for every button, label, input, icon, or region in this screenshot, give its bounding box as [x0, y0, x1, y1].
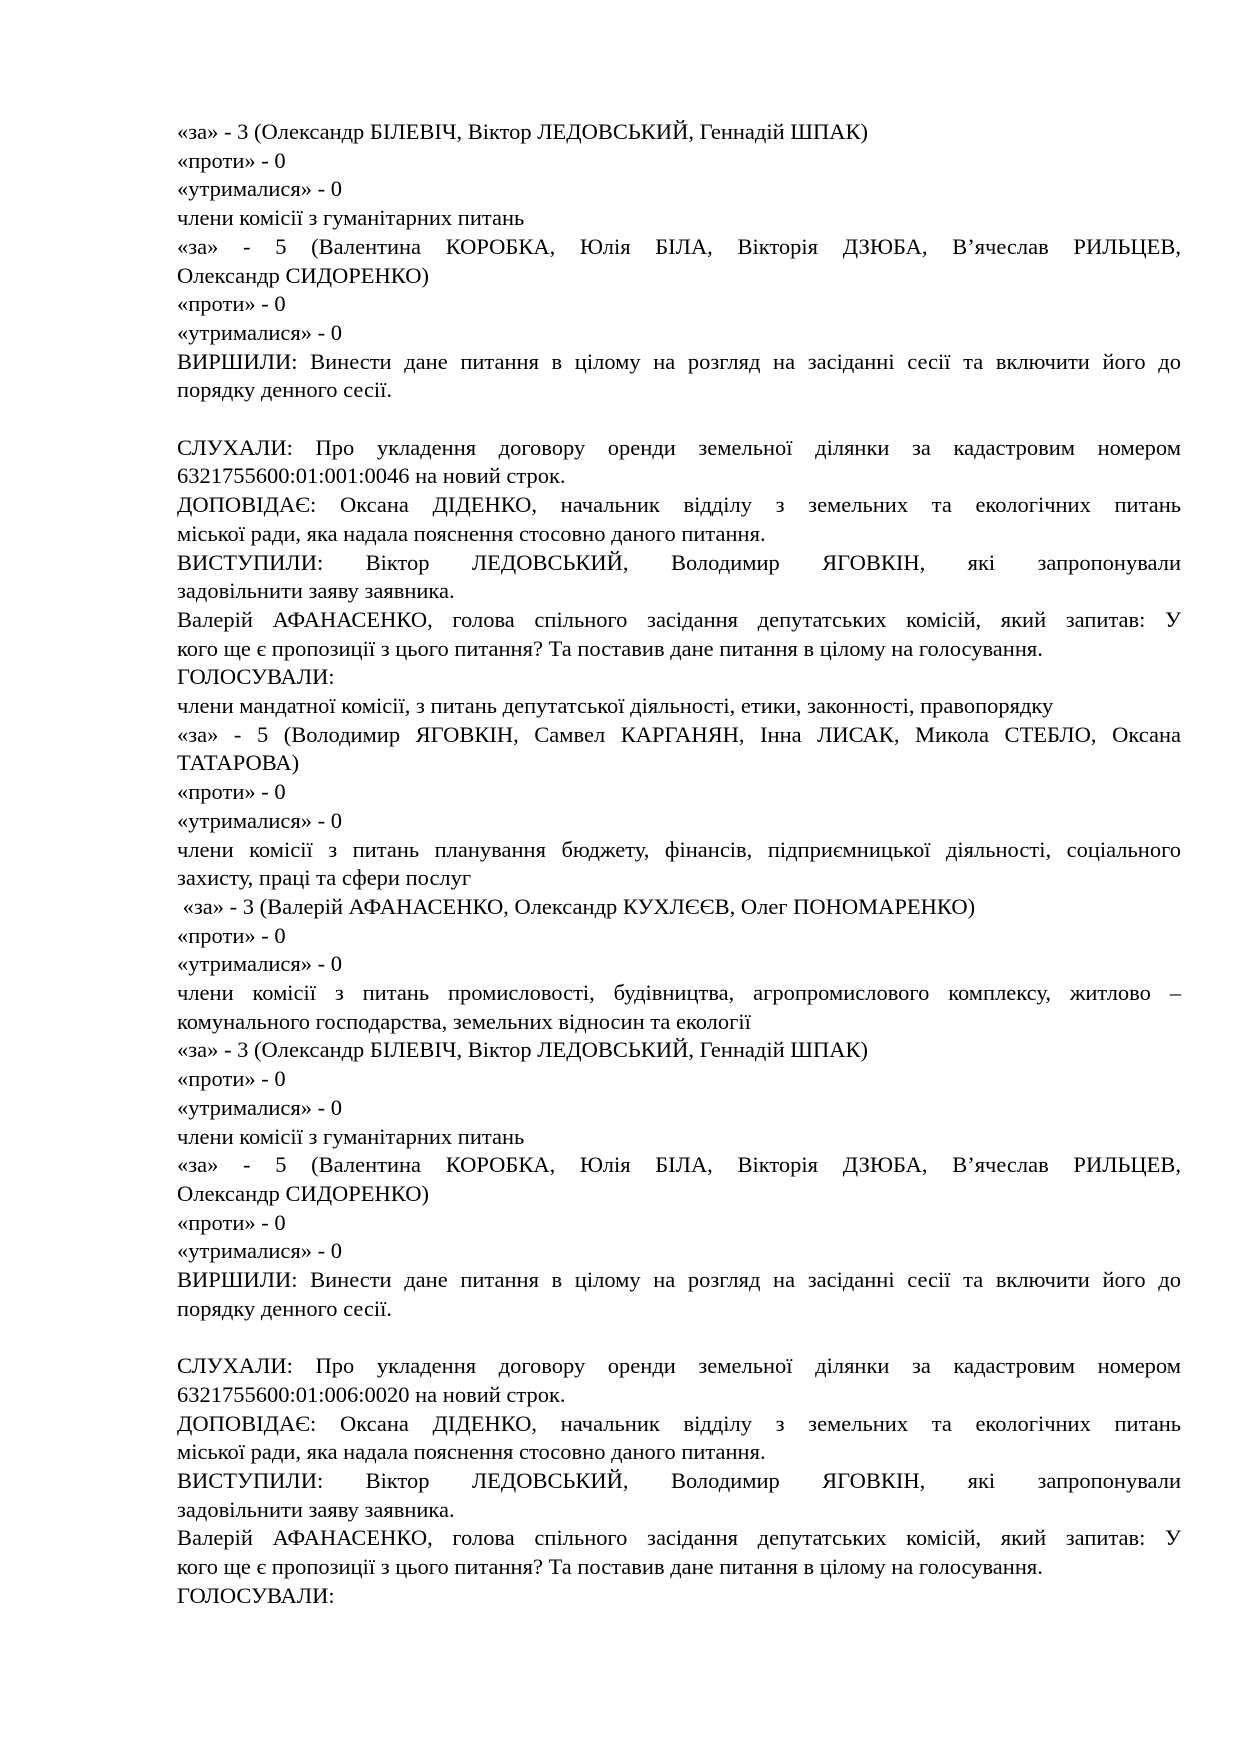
- text-line: члени комісії з гуманітарних питань: [177, 1123, 525, 1149]
- text-line: ВИСТУПИЛИ: Віктор ЛЕДОВСЬКИЙ, Володимир ЯГОВКІН, які запропонували: [177, 549, 1181, 575]
- text-line: міської ради, яка надала пояснення стосовно даного питання.: [177, 1439, 766, 1465]
- text-line: члени комісії з питань промисловості, будівництва, агропромислового комплексу, житлово –: [177, 980, 1181, 1006]
- text-line: Валерій АФАНАСЕНКО, голова спільного засідання депутатських комісій, який запитав: У: [177, 606, 1181, 632]
- text-line: комунального господарства, земельних відносин та екології: [177, 1008, 751, 1034]
- text-line: ГОЛОСУВАЛИ:: [177, 664, 335, 690]
- text-line: кого ще є пропозиції з цього питання? Та поставив дане питання в цілому на голосування.: [177, 1554, 1043, 1580]
- text-line: «утрималися» - 0: [177, 176, 343, 202]
- blank-line: [177, 405, 1181, 434]
- text-line: «за» - 3 (Олександр БІЛЕВІЧ, Віктор ЛЕДОВСЬКИЙ, Геннадій ШПАК): [177, 119, 868, 144]
- text-line: «проти» - 0: [177, 291, 286, 317]
- blank-line: [177, 1324, 1181, 1353]
- text-line: задовільнити заяву заявника.: [177, 1496, 455, 1522]
- text-line: «за» - 5 (Володимир ЯГОВКІН, Самвел КАРГАНЯН, Інна ЛИСАК, Микола СТЕБЛО, Оксана: [177, 721, 1181, 747]
- text-line: ДОПОВІДАЄ: Оксана ДІДЕНКО, начальник відділу з земельних та екологічних питань: [177, 492, 1181, 518]
- text-line: «за» - 5 (Валентина КОРОБКА, Юлія БІЛА, Вікторія ДЗЮБА, В’ячеслав РИЛЬЦЕВ,: [177, 1152, 1181, 1178]
- text-line: СЛУХАЛИ: Про укладення договору оренди земельної ділянки за кадастровим номером: [177, 1353, 1181, 1379]
- text-line: члени мандатної комісії, з питань депутатської діяльності, етики, законності, правопорядку: [177, 693, 1054, 719]
- text-line: «за» - 3 (Валерій АФАНАСЕНКО, Олександр КУХЛЄЄВ, Олег ПОНОМАРЕНКО): [177, 893, 976, 919]
- text-line: «утрималися» - 0: [177, 951, 343, 977]
- text-line: 6321755600:01:001:0046 на новий строк.: [177, 463, 566, 489]
- text-line: ВИСТУПИЛИ: Віктор ЛЕДОВСЬКИЙ, Володимир ЯГОВКІН, які запропонували: [177, 1468, 1181, 1494]
- text-line: «утрималися» - 0: [177, 807, 343, 833]
- text-line: члени комісії з питань планування бюджету, фінансів, підприємницької діяльності, соціального: [177, 836, 1181, 862]
- text-line: «проти» - 0: [177, 922, 286, 948]
- text-line: «за» - 5 (Валентина КОРОБКА, Юлія БІЛА, Вікторія ДЗЮБА, В’ячеслав РИЛЬЦЕВ,: [177, 233, 1181, 259]
- text-line: Олександр СИДОРЕНКО): [177, 1181, 429, 1206]
- text-line: «утрималися» - 0: [177, 1238, 343, 1264]
- text-line: кого ще є пропозиції з цього питання? Та поставив дане питання в цілому на голосування.: [177, 635, 1043, 661]
- text-line: «утрималися» - 0: [177, 319, 343, 345]
- text-line: «проти» - 0: [177, 1066, 286, 1092]
- text-line: «за» - 3 (Олександр БІЛЕВІЧ, Віктор ЛЕДОВСЬКИЙ, Геннадій ШПАК): [177, 1037, 868, 1063]
- text-line: порядку денного сесії.: [177, 1295, 393, 1321]
- text-line: члени комісії з гуманітарних питань: [177, 205, 525, 231]
- text-line: ВИРШИЛИ: Винести дане питання в цілому на розгляд на засіданні сесії та включити його до: [177, 1267, 1181, 1293]
- text-line: ГОЛОСУВАЛИ:: [177, 1582, 335, 1608]
- text-line: «проти» - 0: [177, 779, 286, 805]
- text-line: СЛУХАЛИ: Про укладення договору оренди земельної ділянки за кадастровим номером: [177, 434, 1181, 460]
- text-line: 6321755600:01:006:0020 на новий строк.: [177, 1381, 566, 1407]
- text-line: ВИРШИЛИ: Винести дане питання в цілому на розгляд на засіданні сесії та включити його до: [177, 348, 1181, 374]
- text-line: «утрималися» - 0: [177, 1094, 343, 1120]
- text-line: Олександр СИДОРЕНКО): [177, 262, 429, 288]
- text-line: Валерій АФАНАСЕНКО, голова спільного засідання депутатських комісій, який запитав: У: [177, 1525, 1181, 1551]
- text-line: «проти» - 0: [177, 147, 286, 173]
- text-line: ДОПОВІДАЄ: Оксана ДІДЕНКО, начальник відділу з земельних та екологічних питань: [177, 1410, 1181, 1436]
- text-line: порядку денного сесії.: [177, 377, 393, 403]
- text-line: задовільнити заяву заявника.: [177, 578, 455, 604]
- text-line: ТАТАРОВА): [177, 750, 300, 776]
- text-line: міської ради, яка надала пояснення стосовно даного питання.: [177, 520, 766, 546]
- text-line: «проти» - 0: [177, 1209, 286, 1235]
- text-line: захисту, праці та сфери послуг: [177, 865, 472, 891]
- document-page: [177, 118, 1181, 1611]
